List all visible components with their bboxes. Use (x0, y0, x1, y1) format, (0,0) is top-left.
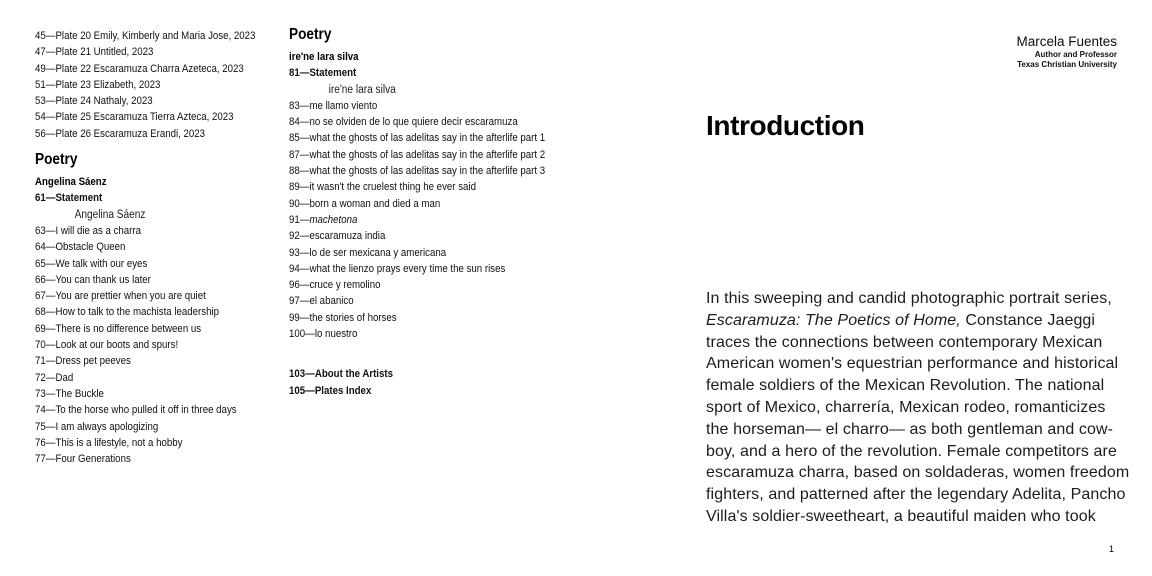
poetry-entries-list (289, 65, 545, 342)
toc-entry (289, 228, 545, 244)
toc-entry-title: Statement (309, 67, 357, 80)
toc-entry (289, 277, 545, 293)
byline-block (1016, 33, 1117, 69)
page-number: 1 (1109, 544, 1115, 554)
toc-entry-title: Dress pet peeves (55, 355, 131, 368)
toc-entry-title: el abanico (309, 295, 354, 308)
paragraph-line (706, 397, 1129, 419)
paragraph-line (706, 353, 1129, 375)
toc-entry (289, 366, 545, 382)
paragraph-line (706, 375, 1129, 397)
poet-name: Angelina Sáenz (35, 176, 107, 189)
text: female soldiers of the Mexican Revolution. The national (706, 377, 1105, 395)
toc-entry (35, 402, 255, 418)
byline-role: Author and Professor (1034, 50, 1117, 59)
toc-entry (35, 61, 255, 77)
toc-entry-page-number: 100— (289, 328, 315, 341)
toc-entry (289, 383, 545, 399)
toc-entry (35, 77, 255, 93)
toc-entry-page-number: 53— (35, 95, 56, 108)
toc-entry-page-number: 96— (289, 279, 310, 292)
toc-entry-title: what the ghosts of las adelitas say in the afterlife part 3 (309, 165, 546, 178)
toc-entry-page-number: 77— (35, 453, 56, 466)
toc-entry-page-number: 68— (35, 306, 56, 319)
toc-entry (35, 272, 255, 288)
toc-entry-page-number: 105— (289, 384, 315, 397)
toc-entry-page-number: 73— (35, 387, 56, 400)
toc-entry-page-number: 75— (35, 420, 56, 433)
toc-entry-page-number: 81— (289, 67, 310, 80)
toc-entry-page-number: 70— (35, 339, 56, 352)
paragraph-line (706, 419, 1129, 441)
paragraph-line (706, 288, 1129, 310)
toc-entry-title: Plate 23 Elizabeth, 2023 (55, 78, 161, 91)
paragraph-line (706, 310, 1129, 332)
toc-entry-page-number: 63— (35, 224, 56, 237)
page-title: Introduction (706, 110, 865, 141)
toc-entry (289, 212, 545, 228)
toc-entry-page-number: 61— (35, 192, 56, 205)
toc-entry (35, 44, 255, 60)
toc-entry-page-number: 74— (35, 404, 56, 417)
toc-entry-page-number: 85— (289, 132, 310, 145)
toc-entry-title: what the lienzo prays every time the sun rises (309, 262, 506, 275)
toc-entry-title: escaramuza india (309, 230, 386, 243)
toc-entry-page-number: 49— (35, 62, 56, 75)
text: sport of Mexico, charrería, Mexican rodeo, romanticizes (706, 398, 1106, 416)
toc-entry-page-number: 88— (289, 165, 310, 178)
back-matter-list (289, 366, 545, 399)
toc-entry-title: the stories of horses (309, 311, 397, 324)
toc-entry-title: no se olviden de lo que quiere decir escaramuza (309, 116, 518, 129)
toc-entry (289, 245, 545, 261)
toc-column-middle (289, 26, 545, 399)
toc-entry-title: cruce y remolino (309, 279, 381, 292)
toc-entry-page-number: 99— (289, 311, 310, 324)
text: the horseman— el charro— as both gentleman and cow- (706, 420, 1114, 438)
toc-entry-page-number: 90— (289, 197, 310, 210)
toc-entry-page-number: 94— (289, 262, 310, 275)
toc-entry (289, 326, 545, 342)
toc-entry-title: what the ghosts of las adelitas say in the afterlife part 1 (309, 132, 546, 145)
toc-entry-title: To the horse who pulled it off in three days (55, 404, 237, 417)
paragraph-line (706, 441, 1129, 463)
toc-entry-page-number: 83— (289, 99, 310, 112)
toc-entry (35, 223, 255, 239)
toc-column-left (35, 28, 255, 467)
toc-entry (289, 114, 545, 130)
toc-entry-title: Look at our boots and spurs! (55, 339, 179, 352)
toc-entry-title: lo nuestro (314, 328, 358, 341)
toc-entry-page-number: 84— (289, 116, 310, 129)
toc-entry (35, 370, 255, 386)
toc-entry-title: Plate 25 Escaramuza Tierra Azteca, 2023 (55, 111, 234, 124)
toc-entry-title: lo de ser mexicana y americana (309, 246, 447, 259)
toc-entry (35, 451, 255, 467)
toc-entry-title: About the Artists (314, 368, 393, 381)
toc-entry-title: Four Generations (55, 453, 131, 466)
toc-entry-title: Plate 26 Escaramuza Erandi, 2023 (55, 127, 206, 140)
toc-entry (35, 386, 255, 402)
toc-entry-page-number: 87— (289, 148, 310, 161)
toc-entry-title: me llamo viento (309, 99, 378, 112)
paragraph-line (706, 506, 1129, 528)
paragraph-line (706, 462, 1129, 484)
introduction-paragraph (706, 288, 1129, 528)
toc-entry (35, 321, 255, 337)
toc-entry (35, 304, 255, 320)
toc-entry-title: Plate 24 Nathaly, 2023 (55, 95, 153, 108)
toc-entry-page-number: 72— (35, 371, 56, 384)
toc-entry-page-number: 103— (289, 368, 315, 381)
toc-entry-title: How to talk to the machista leadership (55, 306, 220, 319)
byline-name: Marcela Fuentes (1016, 34, 1117, 49)
toc-entry-page-number: 51— (35, 78, 56, 91)
toc-entry-page-number: 93— (289, 246, 310, 259)
toc-entry (289, 293, 545, 309)
plates-list (35, 28, 255, 142)
toc-entry-page-number: 91— (289, 213, 310, 226)
toc-entry (289, 179, 545, 195)
poet-name: ire'ne lara silva (289, 51, 359, 63)
toc-entry-title: You are prettier when you are quiet (55, 290, 206, 303)
toc-entry (35, 93, 255, 109)
toc-entry-title: born a woman and died a man (309, 197, 441, 210)
toc-entry-title: Plate 22 Escaramuza Charra Azeteca, 2023 (55, 62, 244, 75)
toc-entry-page-number: 97— (289, 295, 310, 308)
toc-entry-title: I am always apologizing (55, 420, 159, 433)
toc-entry (35, 126, 255, 142)
toc-entry (35, 337, 255, 353)
toc-entry-title: Dad (55, 371, 74, 384)
toc-entry (289, 310, 545, 326)
paragraph-line (706, 484, 1129, 506)
toc-entry-title: it wasn't the cruelest thing he ever said (309, 181, 476, 194)
text: Constance Jaeggi (960, 311, 1096, 329)
toc-entry-title: The Buckle (55, 387, 104, 400)
toc-entry-page-number: 71— (35, 355, 56, 368)
toc-entry-page-number: 54— (35, 111, 56, 124)
text: escaramuza charra, based on soldaderas, women freedom (706, 464, 1130, 482)
toc-entry (289, 98, 545, 114)
toc-entry-title: Plates Index (314, 384, 372, 397)
paragraph-line (706, 332, 1129, 354)
toc-entry-title: You can thank us later (55, 273, 151, 286)
toc-entry-page-number: 92— (289, 230, 310, 243)
toc-entry-title: There is no difference between us (55, 322, 202, 335)
toc-entry (289, 261, 545, 277)
toc-entry-page-number: 76— (35, 436, 56, 449)
toc-entry-title: Statement (55, 192, 103, 205)
toc-entry (35, 288, 255, 304)
text: American women's equestrian performance and historical (706, 355, 1119, 373)
byline-affiliation: Texas Christian University (1017, 59, 1117, 69)
toc-entry-page-number: 69— (35, 322, 56, 335)
toc-entry-page-number: 56— (35, 127, 56, 140)
toc-entry-page-number: 67— (35, 290, 56, 303)
toc-entry (35, 28, 255, 44)
toc-entry (35, 190, 255, 206)
italic-text: Escaramuza: The Poetics of Home, (706, 311, 961, 329)
toc-entry (35, 109, 255, 125)
toc-entry-page-number: 65— (35, 257, 56, 270)
toc-entry (289, 163, 545, 179)
toc-entry-title: machetona (309, 213, 358, 226)
toc-entry-title: Plate 21 Untitled, 2023 (55, 46, 154, 59)
toc-entry-title: I will die as a charra (55, 224, 142, 237)
toc-entry-title: Obstacle Queen (55, 241, 126, 254)
toc-entry (35, 419, 255, 435)
toc-entry (289, 196, 545, 212)
text: fighters, and patterned after the legendary Adelita, Pancho (706, 486, 1126, 504)
toc-entry-page-number: 89— (289, 181, 310, 194)
toc-entry-page-number: 66— (35, 273, 56, 286)
toc-entry-page-number: 45— (35, 30, 56, 42)
toc-entry (35, 239, 255, 255)
toc-entry-title: what the ghosts of las adelitas say in the afterlife part 2 (309, 148, 546, 161)
toc-entry-title: We talk with our eyes (55, 257, 148, 270)
poetry-section-heading: Poetry (35, 151, 78, 169)
toc-entry-title: This is a lifestyle, not a hobby (55, 436, 183, 449)
toc-entry (35, 256, 255, 272)
text: boy, and a hero of the revolution. Female competitors are (706, 442, 1117, 460)
toc-subentry-author: Angelina Sáenz (74, 208, 146, 221)
toc-entry (35, 353, 255, 369)
toc-entry (35, 435, 255, 451)
toc-subentry-author: ire'ne lara silva (328, 83, 396, 96)
poetry-entries-list (35, 190, 255, 467)
toc-entry-page-number: 47— (35, 46, 56, 59)
poetry-section-heading: Poetry (289, 26, 332, 43)
text: Villa's soldier-sweetheart, a beautiful maiden who took (706, 507, 1096, 525)
text: traces the connections between contemporary Mexican (706, 333, 1103, 351)
toc-entry (289, 147, 545, 163)
toc-entry (289, 65, 545, 81)
toc-entry (289, 130, 545, 146)
toc-entry-title: Plate 20 Emily, Kimberly and Maria Jose, 2023 (55, 30, 256, 42)
toc-entry-page-number: 64— (35, 241, 56, 254)
text: In this sweeping and candid photographic portrait series, (706, 290, 1112, 307)
